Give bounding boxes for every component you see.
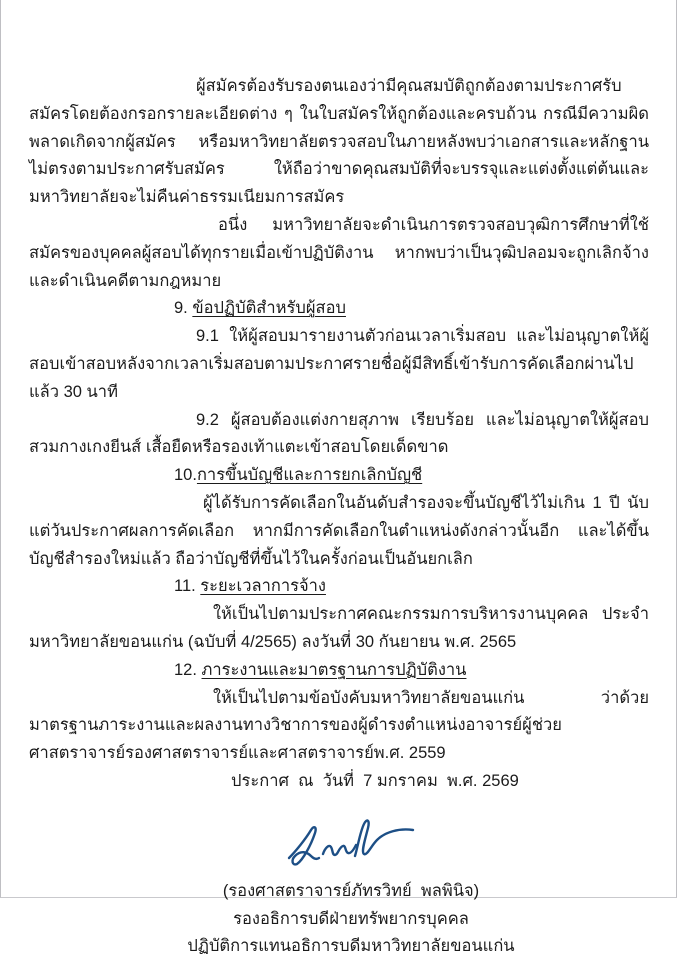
section-10-title: การขึ้นบัญชีและการยกเลิกบัญชี <box>196 466 423 485</box>
section-11-number: 11. <box>174 577 201 596</box>
proclamation-date-line: ประกาศ ณ วันที่ 7 มกราคม พ.ศ. 2569 <box>231 771 519 790</box>
signature-block <box>161 812 541 961</box>
paragraph-applicant-certification: ผู้สมัครต้องรับรองตนเองว่ามีคุณสมบัติถูกต้องตามประกาศรับสมัครโดยต้องกรอกรายละเอียดต่าง ๆ ในใบสมัครให้ถูกต้องและครบถ้วน กรณีมีความผิดพลาดเกิดจากผู้สมัคร หรือมหาวิทยาลัยตรวจสอบในภายหลังพบว่าเอกสารและหลักฐานไม่ตรงตามประกาศรับสมัคร ให้ถือว่าขาดคุณสมบัติที่จะบรรจุและแต่งตั้งแต่ต้นและมหาวิทยาลัยจะไม่คืนค่าธรรมเนียมการสมัคร <box>29 77 649 207</box>
section-12-heading <box>174 657 649 685</box>
section-10-heading <box>174 462 649 490</box>
section-10-body: ผู้ได้รับการคัดเลือกในอันดับสำรองจะขึ้นบัญชีไว้ไม่เกิน 1 ปี นับแต่วันประกาศผลการคัดเลือก หากมีการคัดเลือกในตำแหน่งดังกล่าวนั้นอีก และได้ขึ้นบัญชีสำรองใหม่แล้ว ถือว่าบัญชีที่ขึ้นไว้ในครั้งก่อนเป็นอันยกเลิก <box>29 493 649 568</box>
signatory-name: (รองศาสตราจารย์ภัทรวิทย์ พลพินิจ) <box>222 881 480 900</box>
signatory-position: รองอธิการบดีฝ่ายทรัพยากรบุคคล <box>233 909 469 928</box>
section-12-title: ภาระงานและมาตรฐานการปฏิบัติงาน <box>201 660 467 679</box>
paragraph-qualification-verification: อนึ่ง มหาวิทยาลัยจะดำเนินการตรวจสอบวุฒิการศึกษาที่ใช้สมัครของบุคคลผู้สอบได้ทุกรายเมื่อเข้าปฏิบัติงาน หากพบว่าเป็นวุฒิปลอมจะถูกเลิกจ้างและดำเนินคดีตามกฎหมาย <box>29 215 649 290</box>
handwritten-signature-icon <box>275 812 428 874</box>
section-9-number: 9. <box>174 299 193 318</box>
signature-stroke-loop <box>289 827 319 864</box>
section-9-item-1: 9.1 ให้ผู้สอบมารายงานตัวก่อนเวลาเริ่มสอบ และไม่อนุญาตให้ผู้สอบเข้าสอบหลังจากเวลาเริ่มสอบตามประกาศรายชื่อผู้มีสิทธิ์เข้ารับการคัดเลือกผ่านไปแล้ว 30 นาที <box>29 327 649 401</box>
signatory-acting-authority: ปฏิบัติการแทนอธิการบดีมหาวิทยาลัยขอนแก่น <box>187 937 515 956</box>
section-11-heading <box>174 573 649 601</box>
section-11-body: ให้เป็นไปตามประกาศคณะกรรมการบริหารงานบุคคล ประจำมหาวิทยาลัยขอนแก่น (ฉบับที่ 4/2565) ลงวันที่ 30 กันยายน พ.ศ. 2565 <box>29 605 649 651</box>
section-9-title: ข้อปฏิบัติสำหรับผู้สอบ <box>192 299 346 318</box>
section-11-title: ระยะเวลาการจ้าง <box>200 577 326 596</box>
signature-stroke-tail <box>355 820 413 855</box>
section-12-number: 12. <box>174 660 202 679</box>
signature-stroke-waves <box>323 845 356 855</box>
section-10-number: 10. <box>174 466 197 485</box>
document-content <box>1 0 676 961</box>
section-9-heading <box>174 295 649 323</box>
section-9-item-2: 9.2 ผู้สอบต้องแต่งกายสุภาพ เรียบร้อย และไม่อนุญาตให้ผู้สอบสวมกางเกงยีนส์ เสื้อยืดหรือรองเท้าแตะเข้าสอบโดยเด็ดขาด <box>29 410 649 457</box>
section-12-body: ให้เป็นไปตามข้อบังคับมหาวิทยาลัยขอนแก่น ว่าด้วย มาตรฐานภาระงานและผลงานทางวิชาการของผู้ดำรงตำแหน่งอาจารย์ผู้ช่วยศาสตราจารย์รองศาสตราจารย์และศาสตราจารย์พ.ศ. 2559 <box>29 688 649 763</box>
